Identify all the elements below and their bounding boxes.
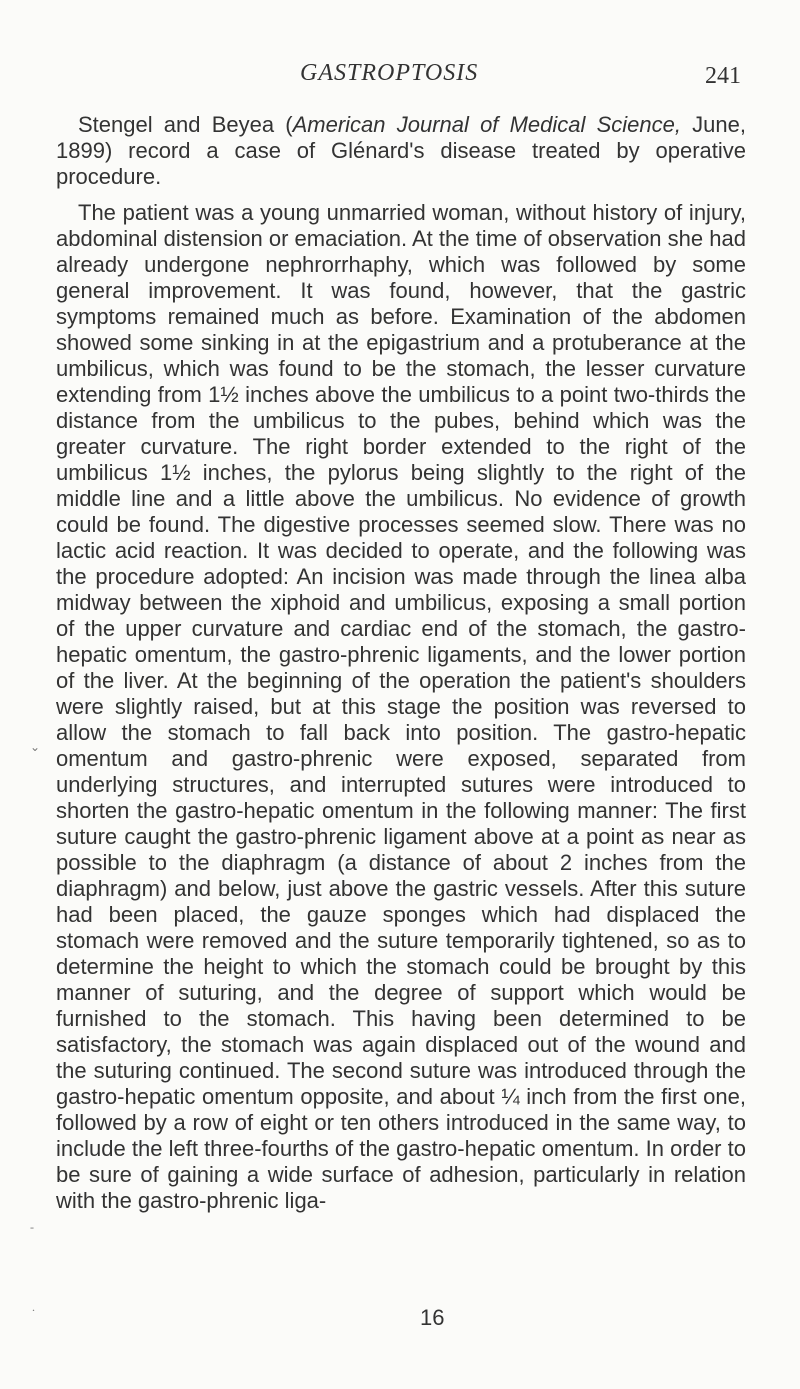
fraction-2: 1½ [159, 460, 191, 485]
margin-tick-mark: ⌄ [30, 740, 41, 754]
p2-text-a: The patient was a young unmarried woman, without history of injury, abdominal distension or emaciation. At the time of observation she had already undergone nephrorrhaphy, which was followed by some general improvement. It was found, however, that the gastric symptoms remained much as before. Examination of the abdomen showed some sinking in at the epigastrium and a protuberance at the umbilicus, which was found to be the stomach, the lesser curvature extending from [56, 200, 746, 407]
page-number: 241 [705, 63, 741, 89]
signature-mark: 16 [420, 1305, 445, 1330]
paragraph-2 [56, 200, 746, 1214]
margin-dash-mark: - [30, 1220, 34, 1234]
body-text [56, 112, 746, 1214]
p1-text-b: June, 1899) record a case of Glénard's disease treated by operative procedure. [56, 112, 746, 189]
p1-text-a: Stengel and Beyea ( [78, 112, 293, 137]
p2-text-d: inch from the first one, followed by a row of eight or ten others introduced in the same way, to include the left three-fourths of the gastro-hepatic omentum. In order to be sure of gaining a wide surface of adhesion, particularly in relation with the gastro-phrenic liga- [56, 1084, 747, 1213]
running-title: GASTROPTOSIS [300, 60, 479, 86]
fraction-3: ¼ [501, 1084, 520, 1109]
paragraph-1 [56, 112, 746, 190]
fraction-1: 1½ [208, 382, 239, 407]
journal-title: American Journal of Medical Science, [292, 112, 681, 137]
p2-text-c: inches, the pylorus being slightly to the right of the middle line and a little above the umbilicus. No evidence of growth could be found. The digestive processes seemed slow. There was no lactic acid reaction. It was decided to operate, and the following was the procedure adopted: An incision was made through the linea alba midway between the xiphoid and umbilicus, exposing a small portion of the upper curvature and cardiac end of the stomach, the gastro-hepatic omentum, the gastro-phrenic ligaments, and the lower portion of the liver. At the beginning of the operation the patient's shoulders were slightly raised, but at this stage the position was reversed to allow the stomach to fall back into position. The gastro-hepatic omentum and gastro-phrenic were exposed, separated from underlying structures, and interrupted sutures were introduced to shorten the gastro-hepatic omentum in the following manner: The first suture caught the gastro-phrenic ligament above at a point as near as possible to the diaphragm (a distance of about 2 inches from the diaphragm) and below, just above the gastric vessels. After this suture had been placed, the gauze sponges which had displaced the stomach were removed and the suture temporarily tightened, so as to determine the height to which the stomach could be brought by this manner of suturing, and the degree of support which would be furnished to the stomach. This having been determined to be satisfactory, the stomach was again displaced out of the wound and the suturing continued. The second suture was introduced through the gastro-hepatic omentum opposite, and about [56, 460, 746, 1109]
p2-text-b: inches above the umbilicus to a point two-thirds the distance from the umbilicus to the pubes, behind which was the greater curvature. The right border extended to the right of the umbilicus [56, 382, 747, 485]
margin-dot-mark: . [32, 1300, 35, 1314]
